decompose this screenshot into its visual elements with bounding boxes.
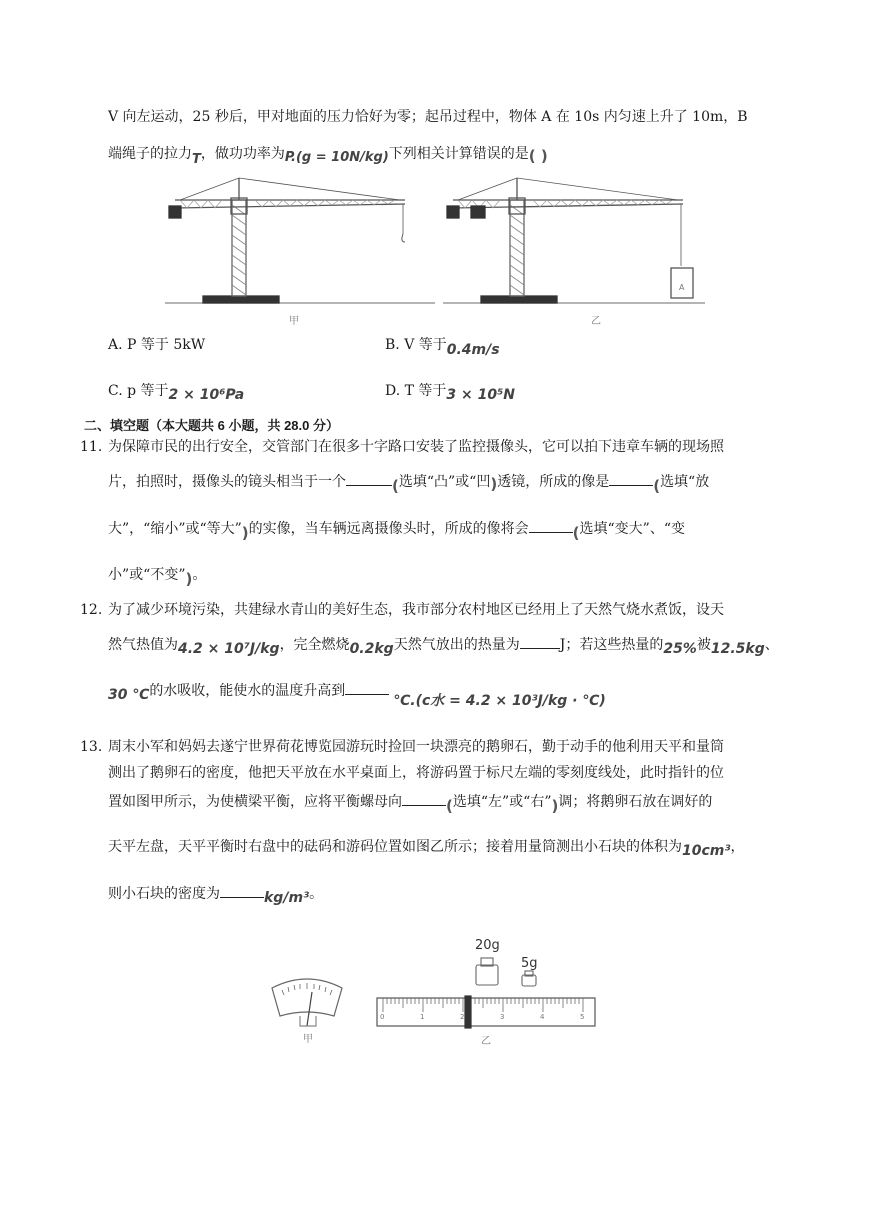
ruler-tick-label: 0 [380,1013,385,1021]
ruler-tick-label: 1 [420,1013,425,1021]
q11-line4-a: 小”或“不变” [108,567,186,583]
q13-blank-1[interactable] [402,791,446,806]
q10-fig-left-label: 甲 [289,316,299,327]
q11-line3-c: 选填“变大”、“变 [579,521,685,537]
q12-line2-e: 被 [696,637,711,653]
q10-option-b [385,335,500,358]
q13-line3-c: 调；将鹅卵石放在调好的 [558,794,713,810]
q12-line2-a: 然气热值为 [108,637,178,653]
crane-left [165,178,435,303]
q12-line2 [108,634,779,655]
q11-line3 [108,518,685,542]
q12-blank-2[interactable] [345,680,389,695]
q10-option-a: A. P 等于 5kW [108,337,206,353]
weight-5g: 5g [521,956,538,971]
q13-line3 [108,791,713,815]
q10-option-b-text: B. V 等于 [385,337,447,353]
pointer-scale [272,979,342,1026]
q11-line2-d: 选填“放 [660,474,710,490]
q13-number: 13. [80,739,103,755]
q12-line2-b: ，完全燃烧 [279,637,350,653]
ruler-tick-label: 4 [540,1013,545,1021]
section-title: 二、填空题（本大题共 6 小题，共 28.0 分） [84,418,339,433]
q10-crane-figure [165,170,705,325]
q11-paren-close-3: ) [185,570,193,588]
q10-option-c-text: C. p 等于 [108,383,169,399]
q12-specific-heat: ℃.(c水 = 4.2 × 10³J/kg · ℃) [393,693,606,709]
q13-line4-b: ， [730,839,745,855]
q12-initial-temp: 30 ℃ [108,687,150,703]
q10-option-d [385,381,515,401]
q10-line2-text-b: ，做功功率为 [200,146,285,162]
q13-line3-b: 选填“左”或“右” [452,794,552,810]
q11-line3-b: 的实像，当车辆远离摄像头时，所成的像将会 [248,521,529,537]
q12-line2-c: 天然气放出的热量为 [393,637,520,653]
q10-option-d-text: D. T 等于 [385,383,447,399]
q11-line4 [108,564,207,588]
q13-blank-2[interactable] [220,883,264,898]
q11-line2 [108,471,710,495]
q10-option-c-formula: 2 × 10⁶Pa [168,387,245,403]
q12-line3 [108,680,606,709]
q10-option-d-formula: 3 × 10⁵N [446,387,515,403]
q10-option-c [108,381,244,401]
q11-blank-1[interactable] [346,471,392,486]
q13-fig-left-label: 甲 [303,1034,313,1045]
q12-blank-1[interactable] [520,634,560,649]
q11-line4-b: 。 [192,567,207,583]
q13-fig-right-label: 乙 [481,1036,491,1047]
q13-line5-b: 。 [309,886,324,902]
q12-line2-d: J；若这些热量的 [559,637,664,653]
q10-line1: V 向左运动，25 秒后，甲对地面的压力恰好为零；起吊过程中，物体 A 在 10s 内匀速上升了 10m，B [108,109,748,125]
ruler-tick-label: 5 [580,1013,585,1021]
q11-blank-3[interactable] [529,518,573,533]
q11-line3-a: 大”，“缩小”或“等大” [108,521,242,537]
q13-volume: 10cm³ [682,843,731,859]
q13-line5-a: 则小石块的密度为 [108,886,220,902]
q11-line2-a: 片，拍照时，摄像头的镜头相当于一个 [108,474,346,490]
q10-box-label: A [679,283,685,292]
q10-option-b-formula: 0.4m/s [446,342,500,358]
q12-line2-f: 、 [764,637,779,653]
q13-line5 [108,883,323,904]
q10-power-formula: P.(g = 10N/kg) [284,150,389,165]
q11-paren-close-2: ) [241,524,249,542]
q10-line2-text-a: 端绳子的拉力 [108,146,192,162]
q12-water-mass: 12.5kg [710,641,765,657]
q11-paren-close-1: ) [490,475,498,493]
q11-line2-c: 透镜，所成的像是 [497,474,610,490]
q11-paren-open-2: ( [653,477,661,495]
q10-fig-right-label: 乙 [591,316,601,327]
q10-line2-text-c: 下列相关计算错误的是 [388,146,529,162]
q12-line1: 为了减少环境污染，共建绿水青山的美好生态，我市部分农村地区已经用上了天然气烧水煮饭，设天 [108,602,724,618]
q11-blank-2[interactable] [609,471,653,486]
q10-answer-paren: ( ) [528,147,548,165]
q10-tension-symbol: T [192,152,201,167]
q12-number: 12. [80,602,103,618]
q11-line1: 为保障市民的出行安全，交管部门在很多十字路口安装了监控摄像头，它可以拍下违章车辆的现场照 [108,439,724,455]
weight-20g: 20g [475,938,500,953]
q11-paren-open-3: ( [572,524,580,542]
q11-number: 11. [80,439,103,455]
q11-line2-b: 选填“凸”或“凹 [398,474,491,490]
q11-paren-open-1: ( [392,477,399,495]
q12-gas-mass: 0.2kg [349,641,394,657]
ruler [377,996,595,1028]
q13-line1: 周末小军和妈妈去遂宁世界荷花博览园游玩时捡回一块漂亮的鹅卵石，勤于动手的他利用天平和量筒 [108,739,724,755]
q13-paren-close: ) [551,797,559,815]
ruler-tick-label: 3 [500,1013,505,1021]
q13-line2: 测出了鹅卵石的密度，他把天平放在水平桌面上，将游码置于标尺左端的零刻度线处，此时指针的位 [108,765,724,781]
q13-line3-a: 置如图甲所示，为使横梁平衡，应将平衡螺母向 [108,794,402,810]
ruler-tick-label: 2 [460,1013,465,1021]
q13-line4 [108,837,745,857]
crane-right [443,178,705,303]
q13-paren-open: ( [446,797,453,815]
q13-density-unit: kg/m³ [264,890,310,906]
q10-line2 [108,143,548,165]
q13-line4-a: 天平左盘，天平平衡时右盘中的砝码和游码位置如图乙所示；接着用量筒测出小石块的体积为 [108,839,682,855]
q13-balance-figure [270,940,610,1050]
q12-efficiency: 25% [663,641,697,657]
q12-line3-a: 的水吸收，能使水的温度升高到 [149,683,346,699]
q12-heat-value: 4.2 × 10⁷J/kg [178,641,280,657]
